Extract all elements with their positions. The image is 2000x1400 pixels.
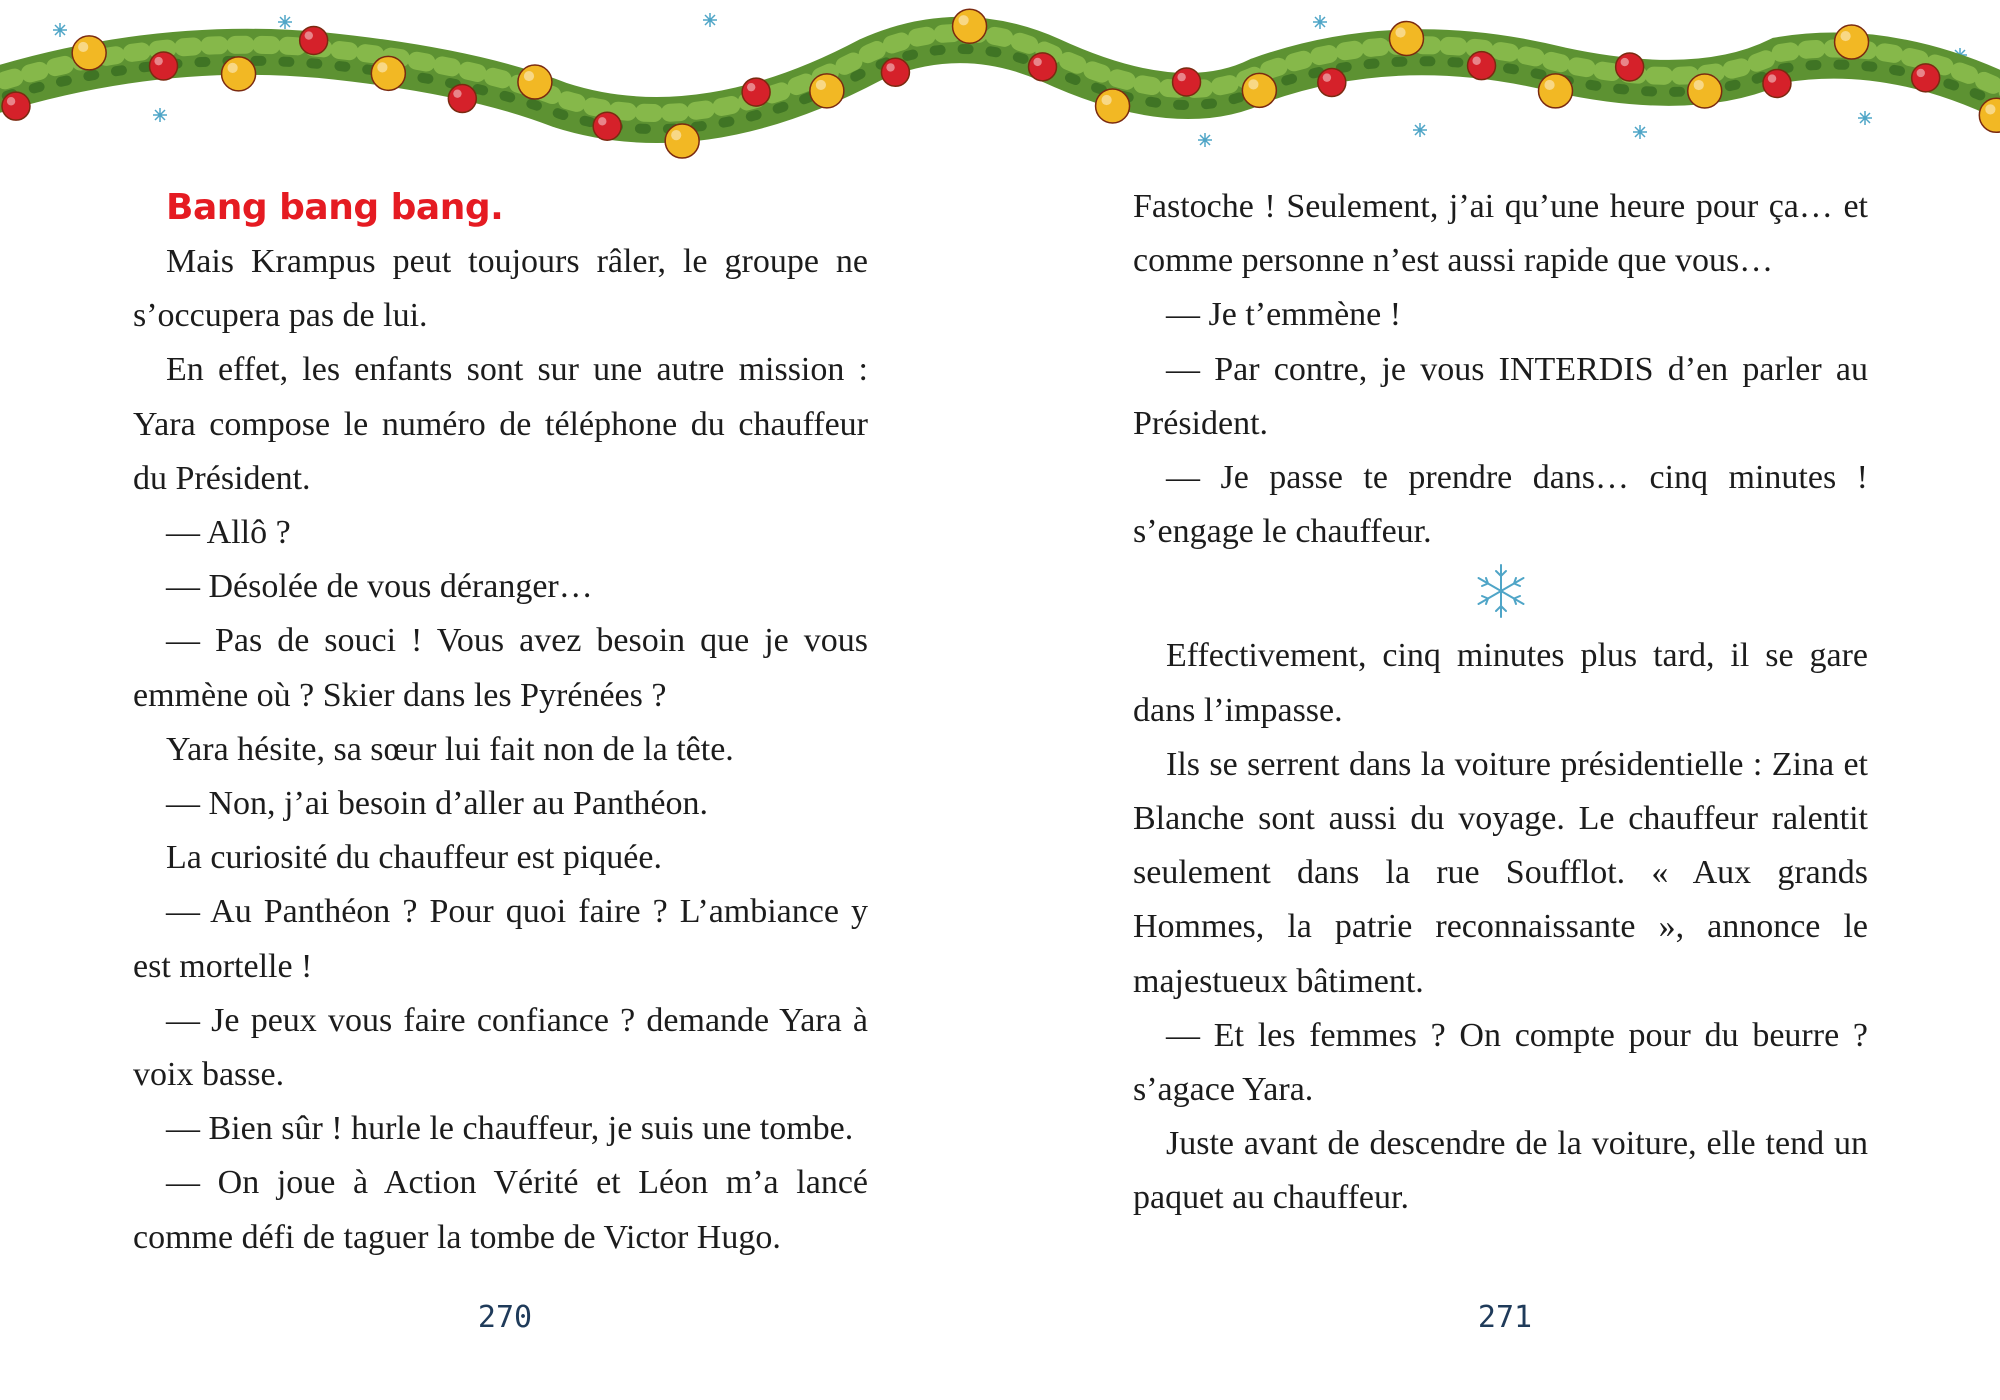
star-sparkle	[1858, 111, 1872, 125]
ornament-ball	[518, 65, 552, 99]
ornament-ball	[1242, 73, 1276, 107]
star-sparkle	[1198, 133, 1212, 147]
ornament-ball	[1538, 74, 1572, 108]
paragraph: — Et les femmes ? On compte pour du beurre ? s’agace Yara.	[1133, 1016, 1868, 1109]
ornament-ball	[1468, 52, 1496, 80]
paragraph: La curiosité du chauffeur est piquée.	[166, 839, 662, 877]
ornament-ball	[665, 124, 699, 158]
ornament-ball	[810, 74, 844, 108]
snowflake-icon	[1471, 563, 1531, 619]
left-page	[133, 180, 868, 1265]
ornament-ball	[1763, 69, 1791, 97]
ornament-ball	[953, 9, 987, 43]
paragraph: — Par contre, je vous INTERDIS d’en parler au Président.	[1133, 350, 1868, 442]
paragraph: — Je t’emmène !	[1166, 296, 1402, 334]
star-sparkle	[278, 15, 292, 29]
ornament-ball	[1688, 74, 1722, 108]
star-sparkle	[1633, 125, 1647, 139]
ornament-ball	[371, 56, 405, 90]
ornament-ball	[150, 52, 178, 80]
paragraph: — Pas de souci ! Vous avez besoin que je vous emmène où ? Skier dans les Pyrénées ?	[133, 622, 868, 714]
ornament-ball	[1173, 68, 1201, 96]
ornament-ball	[300, 26, 328, 54]
paragraph: Mais Krampus peut toujours râler, le groupe ne s’occupera pas de lui.	[133, 243, 868, 335]
ornament-ball	[222, 57, 256, 91]
ornament-ball	[593, 112, 621, 140]
paragraph: — Au Panthéon ? Pour quoi faire ? L’ambiance y est mortelle !	[133, 893, 868, 985]
paragraph: — Allô ?	[166, 514, 291, 552]
star-sparkle	[1313, 15, 1327, 29]
star-sparkle	[1413, 123, 1427, 137]
paragraph: — Non, j’ai besoin d’aller au Panthéon.	[166, 785, 708, 823]
star-sparkle	[703, 13, 717, 27]
ornament-ball	[742, 78, 770, 106]
ornament-ball	[1029, 53, 1057, 81]
ornament-ball	[1096, 89, 1130, 123]
ornament-ball	[1912, 64, 1940, 92]
star-sparkle	[53, 23, 67, 37]
paragraph: Effectivement, cinq minutes plus tard, il se gare dans l’impasse.	[1133, 637, 1868, 729]
paragraph: — Bien sûr ! hurle le chauffeur, je suis une tombe.	[166, 1110, 854, 1148]
star-sparkle	[153, 108, 167, 122]
ornament-ball	[72, 36, 106, 70]
christmas-garland-icon	[0, 0, 2000, 170]
paragraph: Ils se serrent dans la voiture présidentielle : Zina et Blanche sont aussi du voyage. Le chauffeur ralentit seulement dans la rue Soufflot. « Aux grands Hommes, la patrie reconnaissante », annonce le majestueux bâtiment.	[1133, 745, 1868, 1000]
paragraph: Yara hésite, sa sœur lui fait non de la tête.	[166, 730, 734, 768]
paragraph: — Je passe te prendre dans… cinq minutes ! s’engage le chauffeur.	[1133, 459, 1868, 551]
page-number-right: 271	[1477, 1300, 1533, 1335]
ornament-ball	[881, 58, 909, 86]
paragraph: — Désolée de vous déranger…	[166, 568, 593, 606]
ornament-ball	[1389, 21, 1423, 55]
paragraph: Juste avant de descendre de la voiture, elle tend un paquet au chauffeur.	[1133, 1125, 1868, 1217]
page-number-left: 270	[477, 1300, 533, 1335]
ornament-ball	[448, 85, 476, 113]
paragraph: Fastoche ! Seulement, j’ai qu’une heure pour ça… et comme personne n’est aussi rapide que vous…	[1133, 188, 1868, 280]
right-page	[1133, 180, 1868, 1226]
paragraph: En effet, les enfants sont sur une autre mission : Yara compose le numéro de téléphone du chauffeur du Président.	[133, 351, 868, 497]
ornament-ball	[1616, 53, 1644, 81]
paragraph: — On joue à Action Vérité et Léon m’a lancé comme défi de taguer la tombe de Victor Hugo.	[133, 1164, 868, 1256]
ornament-ball	[1835, 25, 1869, 59]
ornament-ball	[1318, 69, 1346, 97]
ornament-ball	[2, 92, 30, 120]
paragraph: — Je peux vous faire confiance ? demande Yara à voix basse.	[133, 1001, 868, 1094]
section-lead: Bang bang bang.	[166, 187, 504, 228]
